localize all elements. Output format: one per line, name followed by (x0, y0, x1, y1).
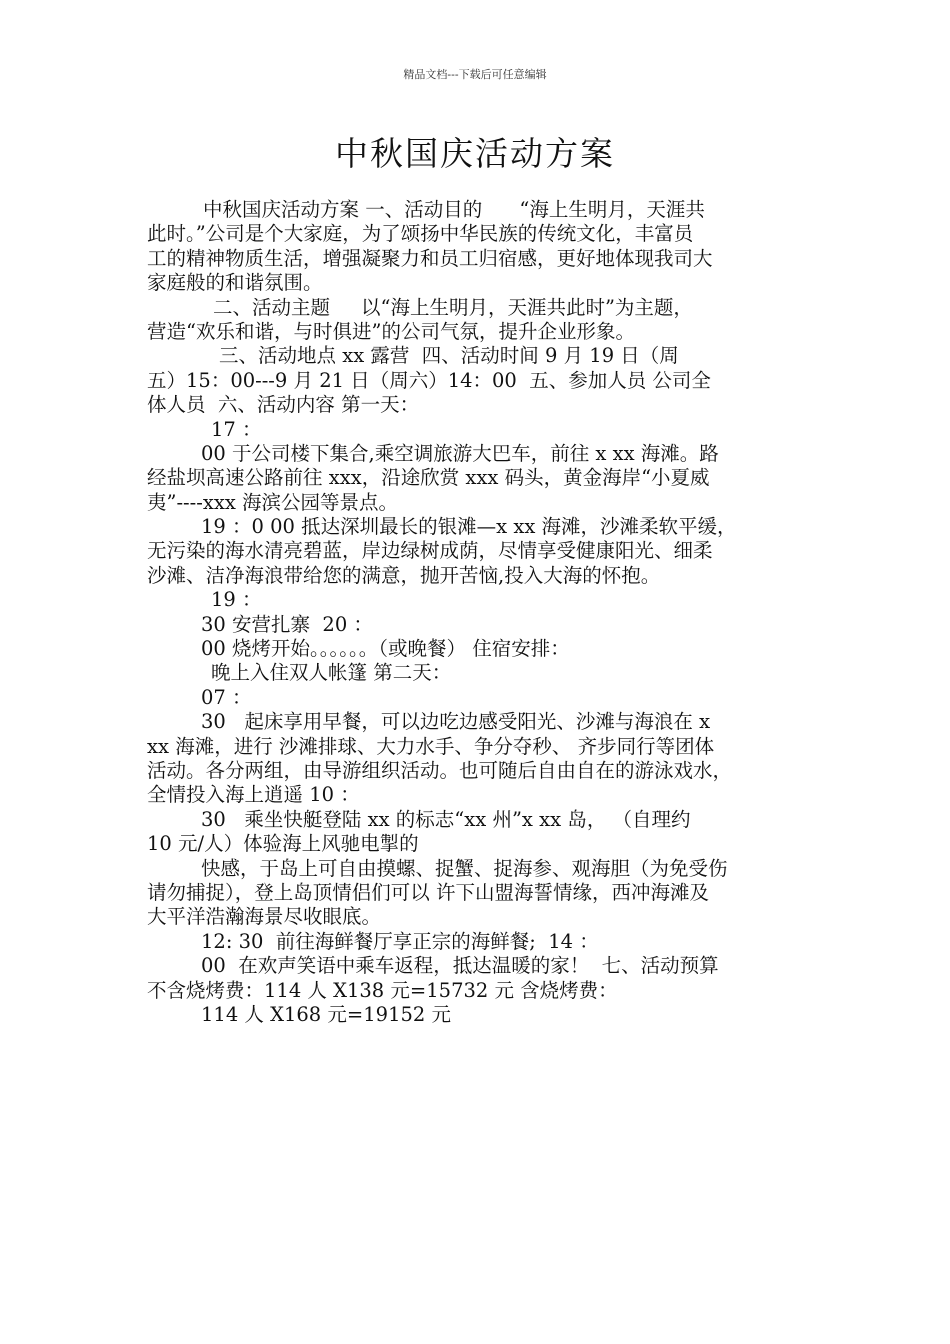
body-line: 07 ： (201, 685, 252, 709)
body-line: 12: 30 前往海鲜餐厅享正宗的海鲜餐; 14 ： (201, 929, 599, 953)
body-line: 中秋国庆活动方案 一、活动目的 “海上生明月，天涯共 (203, 198, 705, 221)
body-line: 114 人 X168 元=19152 元 (201, 1002, 451, 1026)
body-line: 三、活动地点 xx 露营 四、活动时间 9 月 19 日（周 (219, 344, 679, 368)
body-line: 全情投入海上逍遥 10 ： (147, 783, 360, 807)
body-line: 19 ： (211, 588, 262, 612)
document-title: 中秋国庆活动方案 (335, 134, 615, 173)
body-line: 家庭般的和谐氛围。 (147, 271, 323, 295)
body-line: 17 ： (211, 417, 262, 441)
body-line: 30 乘坐快艇登陆 xx 的标志“xx 州”x xx 岛， （自理约 (201, 807, 691, 831)
body-line: 晚上入住双人帐篷 第二天： (211, 661, 452, 685)
page-header: 精品文档---下载后可任意编辑 (403, 68, 547, 81)
body-line: 30 安营扎寨 20 ： (201, 612, 373, 636)
body-line: xx 海滩，进行 沙滩排球、大力水手、争分夺秒、 齐步同行等团体 (147, 734, 715, 758)
body-line: 快感，于岛上可自由摸螺、捉蟹、捉海参、观海胆（为免受伤 (201, 856, 728, 880)
body-line: 00 在欢声笑语中乘车返程，抵达温暖的家！ 七、活动预算 (201, 954, 719, 978)
body-line: 五）15：00---9 月 21 日（周六）14：00 五、参加人员 公司全 (147, 368, 711, 392)
body-line: 不含烧烤费：114 人 X138 元=15732 元 含烧烤费： (147, 978, 618, 1002)
document-body (147, 198, 807, 1027)
body-line: 00 烧烤开始。。。。。。（或晚餐） 住宿安排： (201, 637, 570, 661)
body-line: 沙滩、洁净海浪带给您的满意，抛开苦恼,投入大海的怀抱。 (147, 563, 661, 587)
body-line: 无污染的海水清亮碧蓝，岸边绿树成荫，尽情享受健康阳光、细柔 (147, 539, 713, 563)
body-line: 工的精神物质生活，增强凝聚力和员工归宿感，更好地体现我司大 (147, 246, 713, 270)
body-line: 此时。”公司是个大家庭，为了颂扬中华民族的传统文化，丰富员 (147, 222, 694, 246)
body-line: 活动。各分两组，由导游组织活动。也可随后自由自在的游泳戏水， (147, 758, 733, 782)
body-line: 19 ：0 00 抵达深圳最长的银滩—x xx 海滩，沙滩柔软平缓， (201, 515, 737, 539)
body-line: 00 于公司楼下集合,乘空调旅游大巴车，前往 x xx 海滩。路 (201, 441, 719, 465)
body-line: 10 元/人）体验海上风驰电掣的 (147, 832, 419, 856)
body-line: 30 起床享用早餐，可以边吃边感受阳光、沙滩与海浪在 x (201, 710, 711, 734)
body-line: 二、活动主题 以“海上生明月，天涯共此时”为主题， (213, 295, 693, 319)
body-line: 体人员 六、活动内容 第一天： (147, 393, 420, 417)
body-line: 经盐坝高速公路前往 xxx，沿途欣赏 xxx 码头，黄金海岸“小夏威 (147, 466, 710, 490)
body-line: 大平洋浩瀚海景尽收眼底。 (147, 905, 382, 929)
body-line: 请勿捕捉），登上岛顶情侣们可以 许下山盟海誓情缘，西冲海滩及 (147, 880, 709, 904)
body-line: 夷”----xxx 海滨公园等景点。 (147, 490, 399, 514)
body-line: 营造“欢乐和谐，与时俱进”的公司气氛，提升企业形象。 (147, 319, 635, 343)
